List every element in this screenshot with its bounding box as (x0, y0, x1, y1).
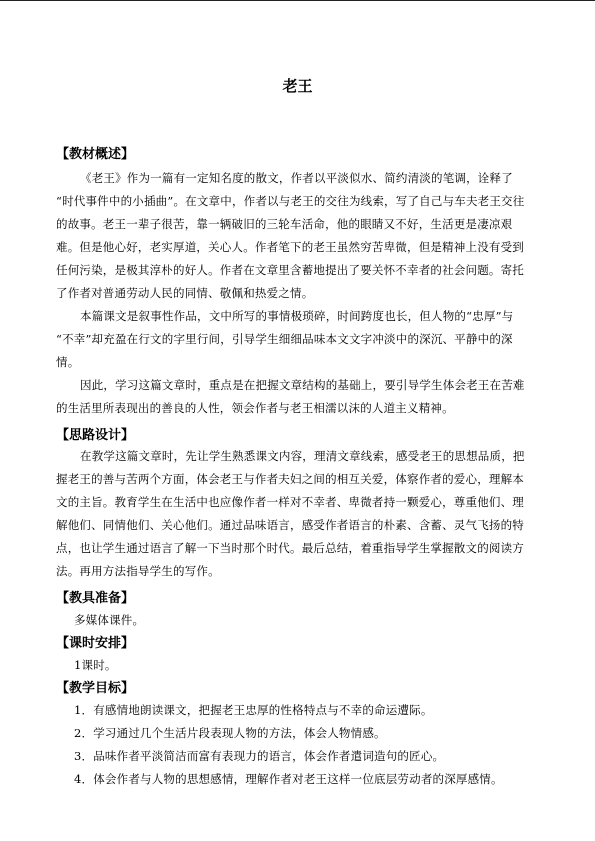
paragraph-line: 解他们、同情他们、关心他们。通过品味语言，感受作者语言的朴素、含蓄、灵气飞扬的特 (56, 518, 524, 532)
section-heading-design: 【思路设计】 (56, 428, 135, 443)
list-item: 1．有感情地朗读课文，把握老王忠厚的性格特点与不幸的命运遭际。 (74, 703, 433, 717)
paragraph-line: 本篇课文是叙事性作品，文中所写的事情极琐碎，时间跨度也长，但人物的“忠厚”与 (80, 309, 514, 323)
section-heading-overview: 【教材概述】 (56, 147, 135, 162)
page-top-rule (0, 0, 595, 1)
paragraph-line: 的故事。老王一辈子很苦，靠一辆破旧的三轮车活命，他的眼睛又不好，生活更是凄凉艰 (56, 217, 513, 231)
paragraph-line: 文的主旨。教育学生在生活中也应像作者一样对不幸者、卑微者持一颗爱心，尊重他们、理 (56, 495, 524, 509)
paragraph-line: 握老王的善与苦两个方面，体会老王与作者夫妇之间的相互关爱，体察作者的爱心，理解本 (56, 472, 524, 486)
paragraph-line: “时代事件中的小插曲”。在文章中，作者以与老王的交往为线索，写了自己与车夫老王交往 (56, 194, 525, 208)
section-heading-goals: 【教学目标】 (56, 681, 135, 696)
paragraph-line: 难。但是他心好，老实厚道，关心人。作者笔下的老王虽然穷苦卑微，但是精神上没有受到 (56, 240, 524, 254)
paragraph-line: 《老王》作为一篇有一定知名度的散文，作者以平淡似水、简约清淡的笔调，诠释了 (80, 171, 513, 185)
paragraph-line: 因此，学习这篇文章时，重点是在把握文章结构的基础上，要引导学生体会老王在苦难 (80, 378, 525, 392)
paragraph-line: 点，也让学生通过语言了解一下当时那个时代。最后总结，着重指导学生掌握散文的阅读方 (56, 541, 524, 555)
list-item: 2．学习通过几个生活片段表现人物的方法，体会人物情感。 (74, 726, 386, 740)
list-item: 4．体会作者与人物的思想感情，理解作者对老王这样一位底层劳动者的深厚感情。 (74, 772, 503, 786)
section-heading-materials: 【教具准备】 (56, 591, 135, 606)
paragraph-line: 任何污染，是极其淳朴的好人。作者在文章里含蓄地提出了要关怀不幸者的社会问题。寄托 (56, 263, 524, 277)
page-title: 老王 (282, 77, 313, 95)
paragraph-line: 的生活里所表现出的善良的人性，领会作者与老王相濡以沫的人道主义精神。 (56, 401, 454, 415)
paragraph-line: 法。再用方法指导学生的写作。 (56, 564, 220, 578)
paragraph-line: 情。 (56, 355, 80, 369)
paragraph-line: 多媒体课件。 (74, 613, 145, 627)
paragraph-line: “不幸”却充盈在行文的字里行间，引导学生细细品味本文文字冲淡中的深沉、平静中的深 (56, 332, 513, 346)
paragraph-line: 1课时。 (74, 658, 117, 672)
list-item: 3．品味作者平淡简洁而富有表现力的语言，体会作者遣词造句的匠心。 (74, 749, 445, 763)
section-heading-schedule: 【课时安排】 (56, 636, 135, 651)
paragraph-line: 了作者对普通劳动人民的同情、敬佩和热爱之情。 (56, 286, 314, 300)
paragraph-line: 在教学这篇文章时，先让学生熟悉课文内容，理清文章线索，感受老王的思想品质，把 (80, 449, 525, 463)
